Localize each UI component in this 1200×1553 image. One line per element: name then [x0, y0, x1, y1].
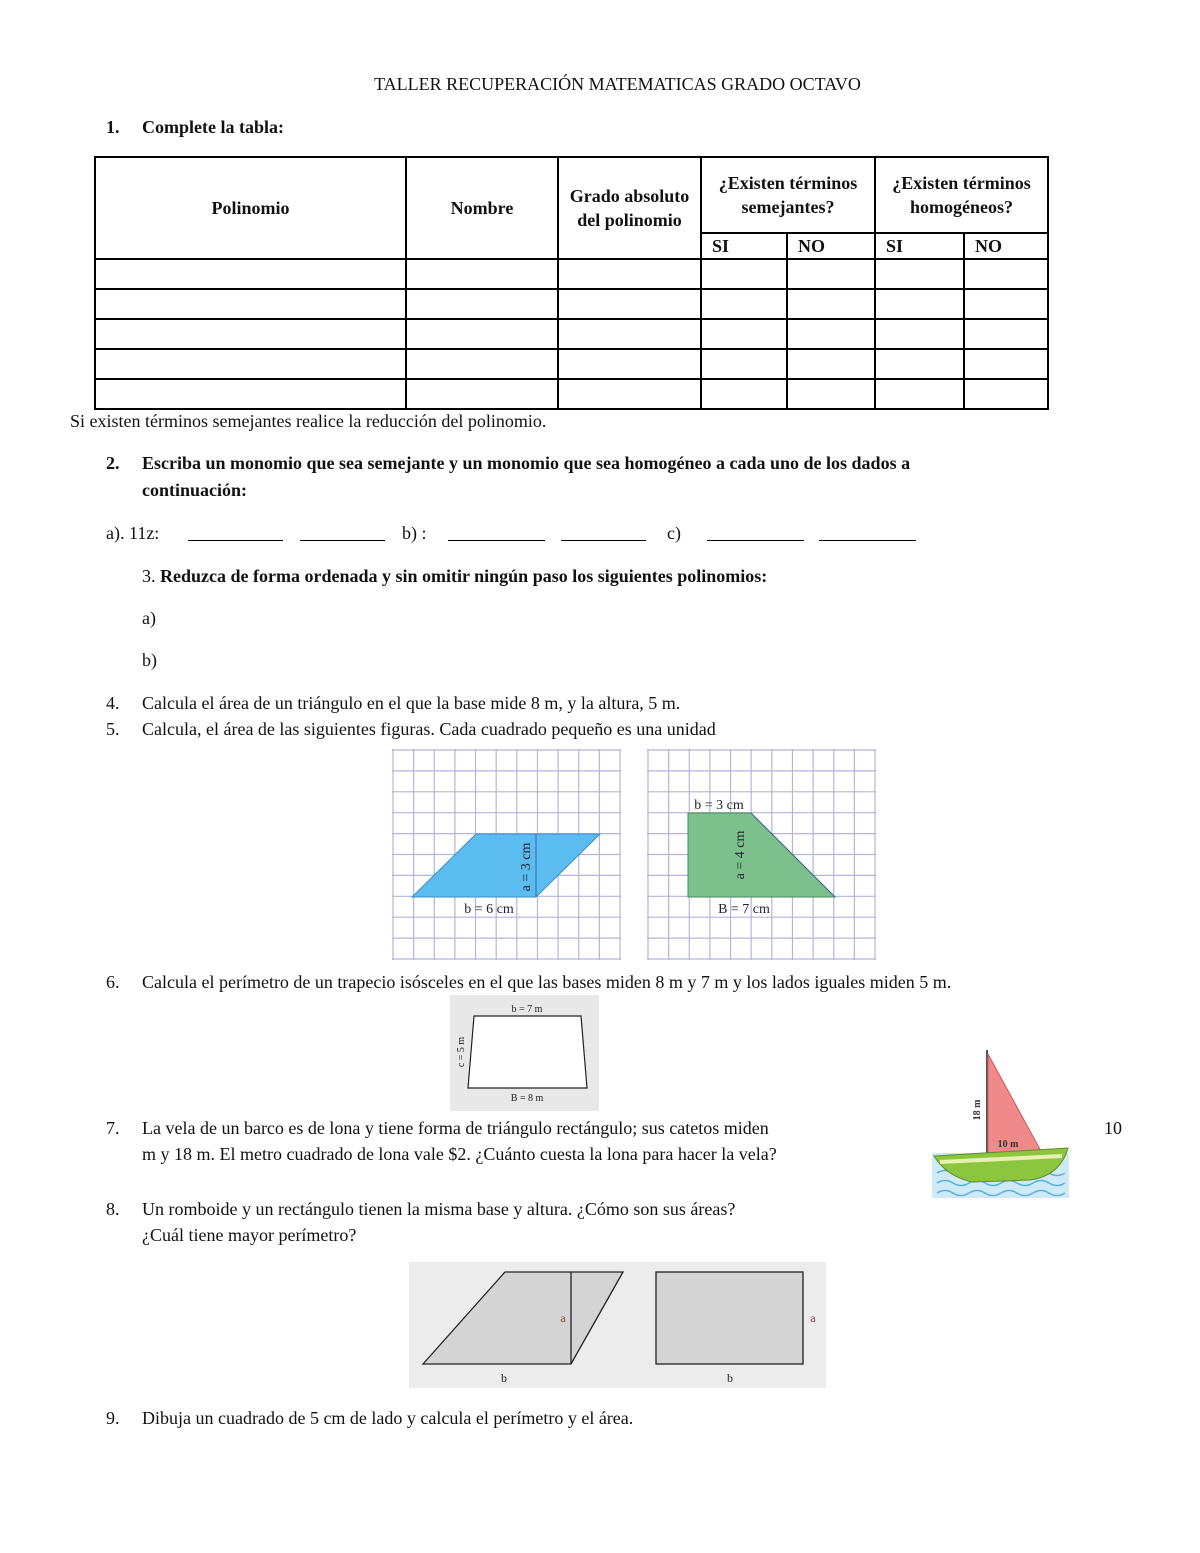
- table-cell[interactable]: [787, 289, 875, 319]
- table-row: [95, 259, 1048, 289]
- table-cell[interactable]: [406, 319, 558, 349]
- parallelogram-grid-figure: [392, 749, 621, 960]
- table-cell[interactable]: [406, 349, 558, 379]
- table-cell[interactable]: [558, 379, 701, 409]
- q5-number: 5.: [106, 719, 120, 739]
- header-nombre: Nombre: [406, 157, 558, 259]
- q6-number: 6.: [106, 972, 120, 992]
- table-cell[interactable]: [558, 259, 701, 289]
- q5-text: Calcula, el área de las siguientes figuras. Cada cuadrado pequeño es una unidad: [142, 719, 716, 739]
- table-cell[interactable]: [95, 289, 406, 319]
- table-cell[interactable]: [875, 289, 964, 319]
- rhomboid-rectangle-figure: [409, 1262, 826, 1388]
- table-cell[interactable]: [787, 379, 875, 409]
- table-cell[interactable]: [964, 319, 1048, 349]
- answer-blank[interactable]: [819, 522, 916, 541]
- header-no-1: NO: [787, 233, 875, 259]
- table-row: [95, 289, 1048, 319]
- trapezoid-grid-figure: [647, 749, 876, 960]
- header-polinomio: Polinomio: [95, 157, 406, 259]
- sail-height-label: 18 m: [972, 1099, 983, 1121]
- isosceles-trapezoid-figure: [450, 995, 599, 1111]
- parallelogram-shape: [412, 834, 600, 897]
- table-cell[interactable]: [787, 319, 875, 349]
- table-cell[interactable]: [701, 379, 787, 409]
- table-row: [95, 319, 1048, 349]
- rectangle-base-label: b: [727, 1371, 733, 1385]
- q3-item-a: a): [142, 608, 156, 628]
- q2-item-a: a). 11z:: [106, 523, 160, 543]
- table-cell[interactable]: [787, 259, 875, 289]
- q2-item-b: b) :: [402, 523, 427, 543]
- q3-text: Reduzca de forma ordenada y sin omitir ningún paso los siguientes polinomios:: [160, 566, 768, 586]
- q2-text-line2: continuación:: [142, 480, 248, 500]
- answer-blank[interactable]: [561, 522, 646, 541]
- q3-num: 3.: [142, 566, 156, 586]
- sailboat-figure: [932, 1048, 1069, 1198]
- rhomboid-base-label: b: [501, 1371, 507, 1385]
- q3-number: [142, 564, 767, 588]
- q8-text-line1: Un romboide y un rectángulo tienen la misma base y altura. ¿Cómo son sus áreas?: [142, 1199, 736, 1219]
- q2-number: 2.: [106, 453, 120, 473]
- table-cell[interactable]: [701, 289, 787, 319]
- trapezoid-top-label: b = 3 cm: [694, 798, 744, 813]
- trapezoid-side-label: c = 5 m: [456, 1036, 467, 1068]
- header-si-1: SI: [701, 233, 787, 259]
- table-row: [95, 379, 1048, 409]
- trapezoid-height-label: a = 4 cm: [733, 830, 748, 880]
- table-cell[interactable]: [875, 259, 964, 289]
- q8-number: 8.: [106, 1199, 120, 1219]
- q1-text: Complete la tabla:: [142, 117, 284, 137]
- table-cell[interactable]: [95, 349, 406, 379]
- header-semejantes: ¿Existen términos semejantes?: [701, 157, 875, 233]
- table-cell[interactable]: [701, 319, 787, 349]
- q8-text-line2: ¿Cuál tiene mayor perímetro?: [142, 1225, 357, 1245]
- q7-text-right: 10: [1104, 1118, 1122, 1138]
- header-grado: Grado absoluto del polinomio: [558, 157, 701, 259]
- q6-text: Calcula el perímetro de un trapecio isósceles en el que las bases miden 8 m y 7 m y los lados iguales miden 5 m.: [142, 972, 952, 992]
- parallelogram-height-label: a = 3 cm: [519, 842, 534, 892]
- parallelogram-base-label: b = 6 cm: [464, 902, 514, 917]
- answer-blank[interactable]: [448, 522, 545, 541]
- sail-base-label: 10 m: [997, 1139, 1019, 1150]
- trapezoid-bottom-base-label: B = 8 m: [510, 1093, 544, 1104]
- header-homogeneos: ¿Existen términos homogéneos?: [875, 157, 1048, 233]
- table-cell[interactable]: [964, 289, 1048, 319]
- rectangle-height-label: a: [810, 1311, 816, 1325]
- table-cell[interactable]: [406, 289, 558, 319]
- page-title: TALLER RECUPERACIÓN MATEMATICAS GRADO OCTAVO: [374, 74, 861, 94]
- table-row: [95, 349, 1048, 379]
- q7-text-line1: La vela de un barco es de lona y tiene forma de triángulo rectángulo; sus catetos miden: [142, 1118, 769, 1138]
- table-cell[interactable]: [875, 379, 964, 409]
- q4-number: 4.: [106, 693, 120, 713]
- trapezoid-top-base-label: b = 7 m: [511, 1004, 543, 1015]
- rectangle-shape: [656, 1272, 803, 1364]
- q3-item-b: b): [142, 650, 157, 670]
- q4-text: Calcula el área de un triángulo en el que la base mide 8 m, y la altura, 5 m.: [142, 693, 681, 713]
- polynomial-table: [94, 156, 1049, 410]
- q2-item-c: c): [667, 523, 681, 543]
- table-cell[interactable]: [558, 319, 701, 349]
- table-cell[interactable]: [558, 289, 701, 319]
- answer-blank[interactable]: [300, 522, 385, 541]
- q7-number: 7.: [106, 1118, 120, 1138]
- q7-text-line2: m y 18 m. El metro cuadrado de lona vale $2. ¿Cuánto cuesta la lona para hacer la vela?: [142, 1144, 777, 1164]
- table-cell[interactable]: [964, 349, 1048, 379]
- table-cell[interactable]: [701, 259, 787, 289]
- header-si-2: SI: [875, 233, 964, 259]
- q9-text: Dibuja un cuadrado de 5 cm de lado y calcula el perímetro y el área.: [142, 1408, 634, 1428]
- q9-number: 9.: [106, 1408, 120, 1428]
- table-cell[interactable]: [95, 259, 406, 289]
- table-cell[interactable]: [964, 379, 1048, 409]
- header-no-2: NO: [964, 233, 1048, 259]
- q1-note: Si existen términos semejantes realice la reducción del polinomio.: [70, 411, 547, 431]
- q2-text-line1: Escriba un monomio que sea semejante y un monomio que sea homogéneo a cada uno de los dados a: [142, 453, 911, 473]
- table-cell[interactable]: [95, 319, 406, 349]
- table-cell[interactable]: [875, 319, 964, 349]
- answer-blank[interactable]: [188, 522, 283, 541]
- table-cell[interactable]: [787, 349, 875, 379]
- table-cell[interactable]: [964, 259, 1048, 289]
- q1-number: 1.: [106, 117, 120, 137]
- table-cell[interactable]: [406, 379, 558, 409]
- table-cell[interactable]: [701, 349, 787, 379]
- trapezoid-base-label: B = 7 cm: [718, 902, 770, 917]
- trapezoid-outline: [468, 1016, 587, 1088]
- table-cell[interactable]: [95, 379, 406, 409]
- table-cell[interactable]: [406, 259, 558, 289]
- table-cell[interactable]: [558, 349, 701, 379]
- answer-blank[interactable]: [707, 522, 804, 541]
- table-cell[interactable]: [875, 349, 964, 379]
- rhomboid-height-label: a: [560, 1311, 566, 1325]
